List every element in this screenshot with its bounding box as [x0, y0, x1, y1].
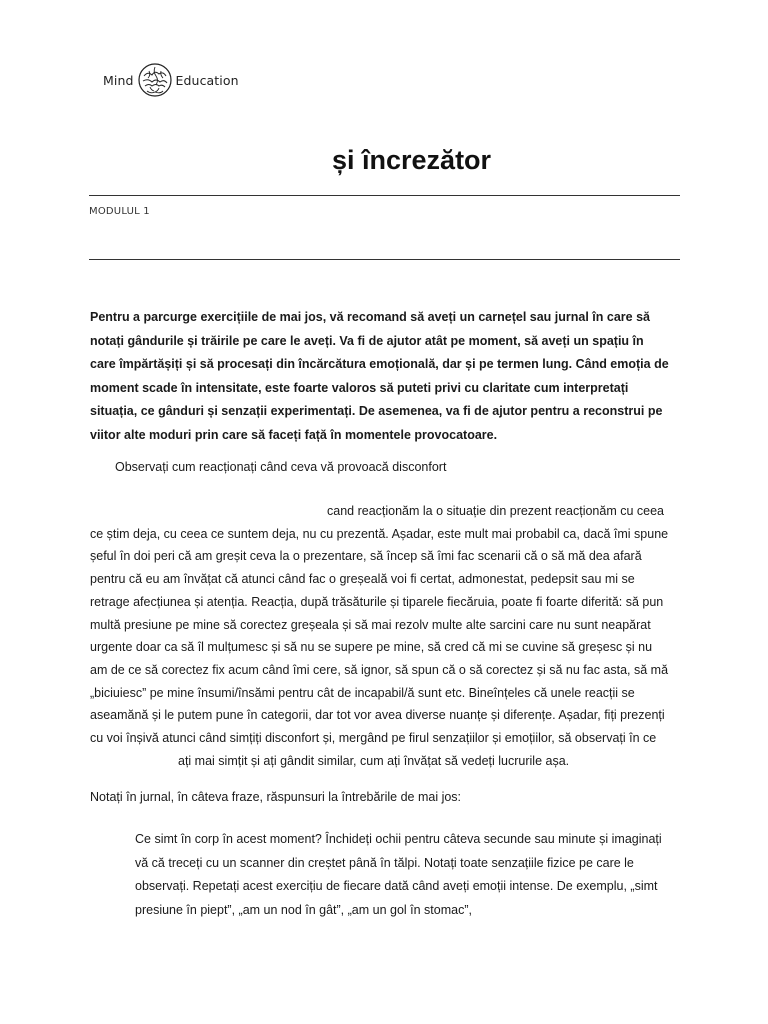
logo-word-education: Education	[175, 72, 239, 88]
divider-bottom	[89, 259, 680, 260]
module-label: MODULUL 1	[89, 206, 150, 217]
brain-icon	[137, 62, 173, 98]
body-line: ce știm deja, cu ceea ce suntem deja, nu cu prezentă. Așadar, este mult mai probabil ca, dacă îmi spune	[90, 526, 669, 541]
exercise-line: observați. Repetați acest exercițiu de fiecare dată când aveți emoții intense. De exemplu, „simt	[135, 879, 658, 893]
body-line: cu voi înșivă atunci când simțiți disconfort și, mergând pe firul senzațiilor și emoțiilor, să observați în ce	[90, 731, 657, 746]
exercise-line: presiune în piept”, „am un nod în gât”, „am un gol în stomac”,	[135, 902, 472, 917]
exercise-line: vă că treceți cu un scanner din creștet până în tălpi. Notați toate senzațiile fizice pe care le	[135, 855, 634, 870]
brand-logo	[103, 62, 239, 98]
notes-prompt: Notați în jurnal, în câteva fraze, răspunsuri la întrebările de mai jos:	[90, 790, 462, 804]
intro-paragraph: Pentru a parcurge exercițiile de mai jos, vă recomand să aveți un carnețel sau jurnal în care să notați gândurile și trăirile pe care le aveți. Va fi de ajutor atât pe moment, să aveți un spațiu în care împărtășiți și să procesați din încărcătura emoțională, dar și pe termen lung. Când emoția de moment scade în intensitate, este foarte valoros să puteti privi cu claritate cum interpretați situația, ce gânduri și senzații experimentați. De asemenea, va fi de ajutor pentru a reconstrui pe viitor alte moduri prin care să faceți față în momentele provocatoare.	[90, 310, 669, 442]
body-line: retrage afecțiunea și atenția. Reacția, după trăsăturile și tiparele fiecăruia, poate fi foarte diferită: să pun	[90, 594, 664, 609]
page-title: și încrezător	[332, 145, 492, 175]
body-line: cand reacționăm la o situație din prezent reacționăm cu ceea	[327, 504, 664, 518]
body-line: urgente doar ca să îl mulțumesc și să nu se supere pe mine, să cred că mi se cuvine să greșesc și nu	[90, 640, 653, 655]
body-line: pentru că eu am învățat că atunci când fac o greșeală voi fi certat, admonestat, pedepsit sau mi se	[90, 572, 635, 587]
section-subheading: Observați cum reacționați când ceva vă provoacă disconfort	[115, 460, 447, 474]
body-line: „biciuiesc” pe mine însumi/însămi pentru cât de incapabil/ă sunt etc. Bineînțeles că unele reacții se	[90, 685, 635, 700]
body-paragraph	[90, 500, 670, 772]
exercise-line: Ce simt în corp în acest moment? Închideți ochii pentru câteva secunde sau minute și imaginați	[135, 832, 662, 846]
body-line: ați mai simțit și ați gândit similar, cum ați învățat să vedeți lucrurile așa.	[178, 753, 570, 768]
body-line: aseamănă și le putem pune în categorii, dar tot vor avea diverse nuanțe și diferențe. Așadar, fiți prezenți	[90, 708, 665, 723]
logo-word-mind: Mind	[103, 72, 134, 88]
body-line: am de ce să corectez fix acum când îmi cere, să ignor, să spun că o să corectez și să nu fac asta, să mă	[90, 662, 669, 677]
exercise-paragraph	[135, 828, 680, 922]
body-line: șeful în doi peri că am greșit ceva la o prezentare, să încep să îmi fac scenarii că o să mă dea afară	[90, 549, 642, 564]
divider-top	[89, 195, 680, 196]
body-line: multă presiune pe mine să corectez greșeala și să mai rezolv multe alte sarcini care nu sunt neapărat	[90, 617, 651, 632]
